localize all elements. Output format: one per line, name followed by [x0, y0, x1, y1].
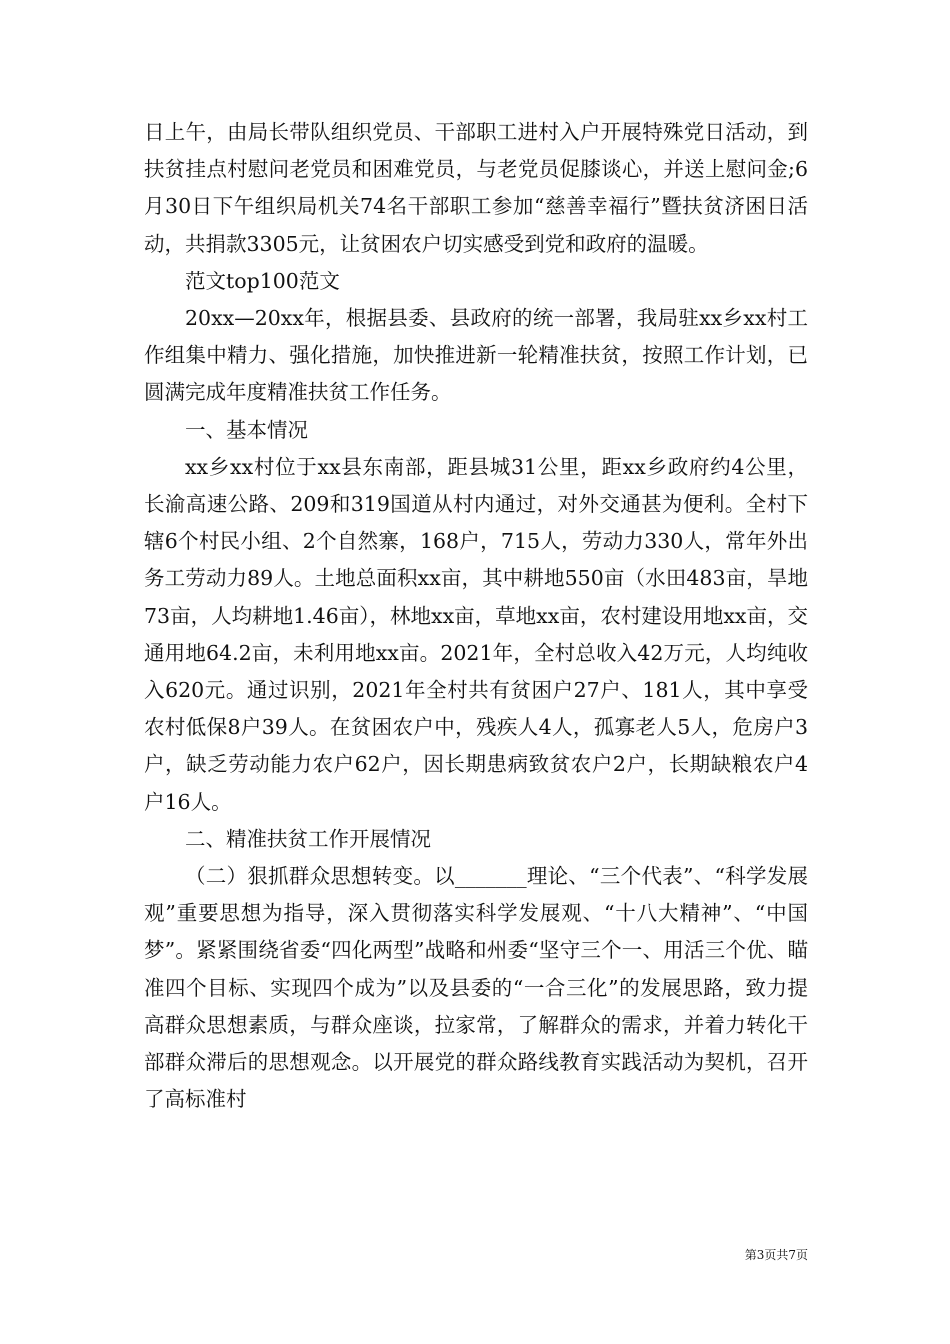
paragraph-ideology-transformation: （二）狠抓群众思想转变。以_______理论、“三个代表”、“科学发展观”重要思想为指导，深入贯彻落实科学发展观、“十八大精神”、“中国梦”。紧紧围绕省委“四化两型”战略和州委“坚守三个一、用活三个优、瞄准四个目标、实现四个成为”以及县委的“一合三化”的发展思路，致力提高群众思想素质，与群众座谈，拉家常，了解群众的需求，并着力转化干部群众滞后的思想观念。以开展党的群众路线教育实践活动为契机，召开了高标准村 — [144, 864, 808, 1112]
paragraph-intro: 20xx—20xx年，根据县委、县政府的统一部署，我局驻xx乡xx村工作组集中精力、强化措施，加快推进新一轮精准扶贫，按照工作计划，已圆满完成年度精准扶贫工作任务。 — [144, 306, 808, 405]
page-number: 第3页共7页 — [744, 1248, 808, 1262]
paragraph-village-overview: xx乡xx村位于xx县东南部，距县城31公里，距xx乡政府约4公里，长渝高速公路、209和319国道从村内通过，对外交通甚为便利。全村下辖6个村民小组、2个自然寨，168户，715人，劳动力330人，常年外出务工劳动力89人。土地总面积xx亩，其中耕地550亩（水田483亩，旱地73亩，人均耕地1.46亩），林地xx亩，草地xx亩，农村建设用地xx亩，交通用地64.2亩，未利用地xx亩。2021年，全村总收入42万元，人均纯收入620元。通过识别，2021年全村共有贫困户27户、181人，其中享受农村低保8户39人。在贫困农户中，残疾人4人，孤寡老人5人，危房户3户，缺乏劳动能力农户62户，因长期患病致贫农户2户，长期缺粮农户4户16人。 — [144, 454, 808, 814]
paragraph-source-label: 范文top100范文 — [185, 268, 340, 293]
paragraph-party-activity: 日上午，由局长带队组织党员、干部职工进村入户开展特殊党日活动，到扶贫挂点村慰问老党员和困难党员，与老党员促膝谈心，并送上慰问金;6月30日下午组织局机关74名干部职工参加“慈善幸福行”暨扶贫济困日活动，共捐款3305元，让贫困农户切实感受到党和政府的温暖。 — [144, 120, 808, 256]
section-heading-poverty-work: 二、精准扶贫工作开展情况 — [185, 826, 431, 851]
document-body — [144, 114, 808, 1118]
section-heading-basic-situation: 一、基本情况 — [185, 417, 308, 442]
